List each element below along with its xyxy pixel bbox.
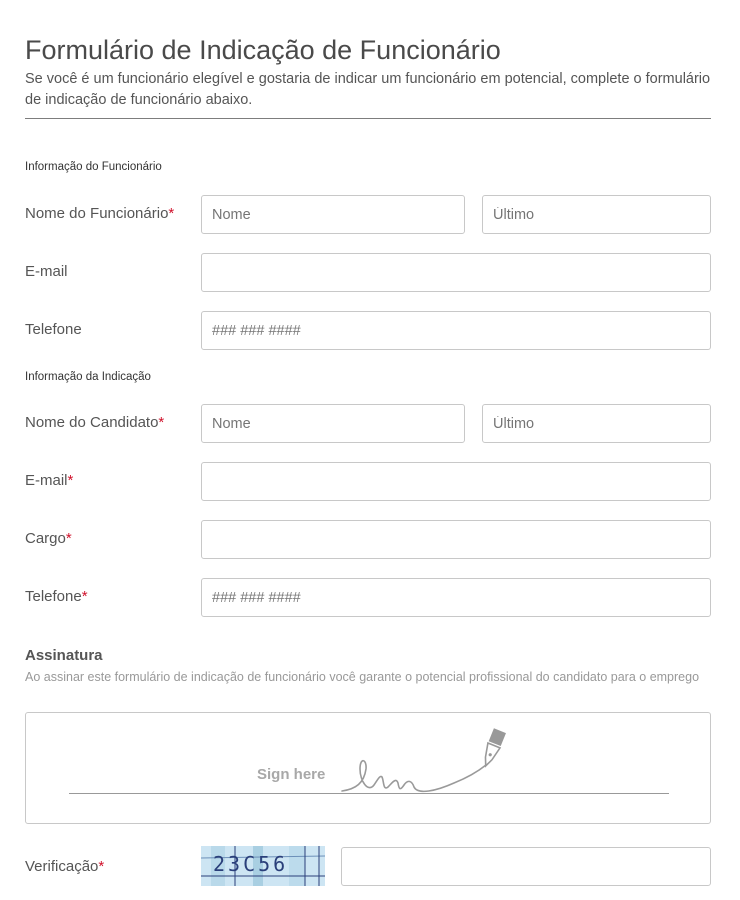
candidate-name-label	[25, 414, 164, 431]
candidate-last-name-input[interactable]	[482, 404, 711, 443]
form-subtitle: Se você é um funcionário elegível e gostaria de indicar um funcionário em potencial, complete o formulário de indicação de funcionário abaixo.	[25, 71, 711, 108]
required-marker: *	[65, 530, 72, 547]
employee-name-label-text: Nome do Funcionário	[25, 205, 169, 222]
employee-name-label	[25, 205, 174, 222]
section-title-employee: Informação do Funcionário	[25, 161, 162, 173]
required-marker: *	[158, 414, 165, 431]
form-title: Formulário de Indicação de Funcionário	[25, 35, 501, 65]
required-marker: *	[81, 588, 88, 605]
candidate-name-label-text: Nome do Candidato	[25, 414, 159, 431]
candidate-position-label	[25, 530, 72, 547]
captcha-input[interactable]	[341, 847, 711, 886]
candidate-phone-input[interactable]	[201, 578, 711, 617]
employee-last-name-input[interactable]	[482, 195, 711, 234]
candidate-position-input[interactable]	[201, 520, 711, 559]
employee-email-input[interactable]	[201, 253, 711, 292]
candidate-phone-label-text: Telefone	[25, 588, 82, 605]
signature-line	[69, 793, 669, 794]
form-header	[25, 34, 711, 111]
header-divider	[25, 118, 711, 119]
verification-label-text: Verificação	[25, 858, 99, 875]
candidate-phone-label	[25, 588, 88, 605]
signature-pad[interactable]	[25, 712, 711, 824]
signature-hint: Sign here	[257, 766, 326, 783]
candidate-first-name-input[interactable]	[201, 404, 465, 443]
verification-label	[25, 858, 104, 875]
required-marker: *	[98, 858, 105, 875]
signature-title: Assinatura	[25, 647, 103, 664]
employee-phone-input[interactable]	[201, 311, 711, 350]
captcha-image	[201, 846, 325, 886]
required-marker: *	[168, 205, 175, 222]
candidate-position-label-text: Cargo	[25, 530, 66, 547]
candidate-email-input[interactable]	[201, 462, 711, 501]
required-marker: *	[67, 472, 74, 489]
section-title-referral: Informação da Indicação	[25, 371, 151, 383]
candidate-email-label	[25, 472, 73, 489]
employee-email-label: E-mail	[25, 263, 68, 280]
candidate-email-label-text: E-mail	[25, 472, 68, 489]
employee-phone-label: Telefone	[25, 321, 82, 338]
signature-pen-icon	[336, 725, 506, 795]
captcha-text: 23C56	[213, 852, 289, 876]
signature-description: Ao assinar este formulário de indicação de funcionário você garante o potencial profissional do candidato para o emprego	[25, 670, 700, 684]
employee-first-name-input[interactable]	[201, 195, 465, 234]
